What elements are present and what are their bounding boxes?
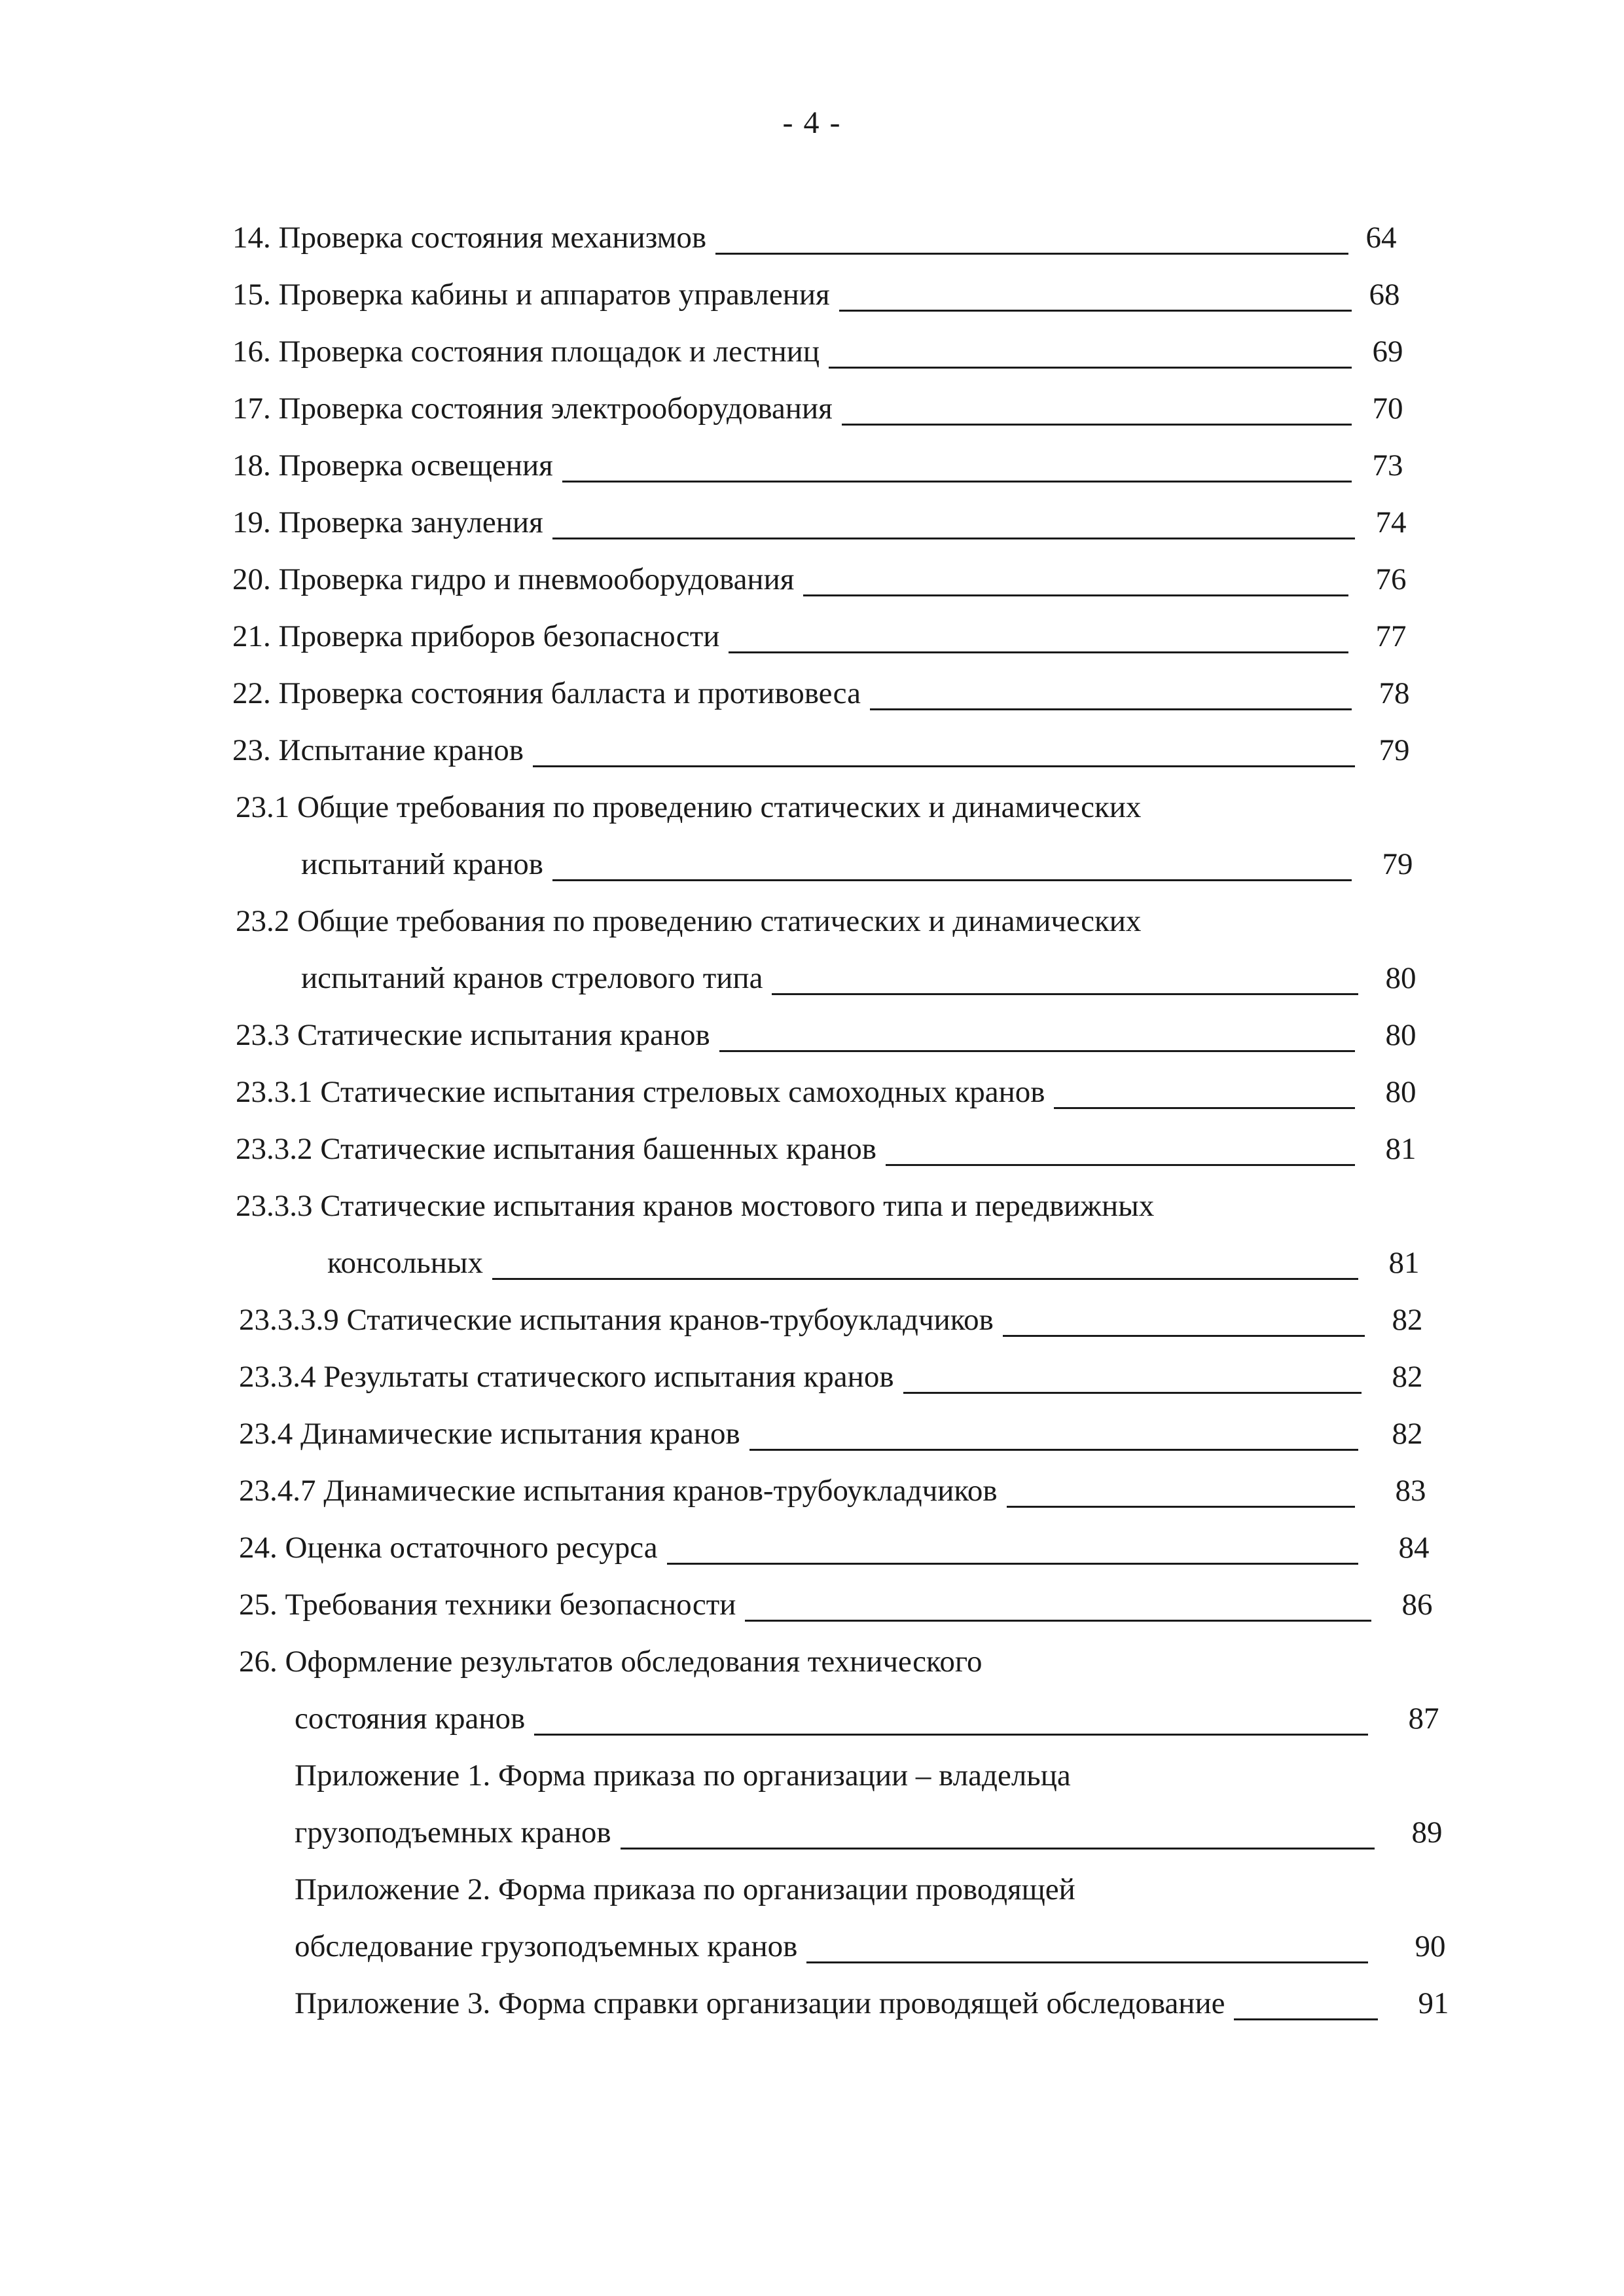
toc-entry-page: 90 [1415,1929,1446,1963]
toc-entry-title: грузоподъемных кранов [295,1815,611,1850]
toc-leader-line [552,879,1352,881]
toc-entry-title: 26. Оформление результатов обследования технического [239,1645,983,1679]
toc-entry [0,1747,1624,1804]
toc-leader-line [1054,1107,1355,1109]
toc-leader-line [492,1278,1358,1280]
toc-entry-title: Приложение 3. Форма справки организации проводящей обследование [295,1986,1225,2020]
toc-entry-title: 25. Требования техники безопасности [239,1588,736,1622]
toc-entry-title: 23.3.3 Статические испытания кранов мостового типа и передвижных [236,1189,1155,1223]
toc-entry [0,323,1624,380]
toc-entry-title: 17. Проверка состояния электрооборудования [232,392,833,426]
toc-leader-line [803,594,1348,596]
toc-entry [0,722,1624,779]
toc-entry [0,1918,1624,1975]
toc-entry-title: 23.4 Динамические испытания кранов [239,1417,740,1451]
toc-leader-line [533,765,1355,767]
toc-entry [0,1463,1624,1520]
toc-entry-title: 24. Оценка остаточного ресурса [239,1531,658,1565]
toc-entry-page: 86 [1401,1588,1433,1622]
toc-leader-line [621,1848,1375,1850]
toc-entry-title: 23.2 Общие требования по проведению статических и динамических [236,904,1142,938]
toc-entry [0,437,1624,494]
toc-entry [0,1178,1624,1235]
toc-entry [0,1975,1624,2032]
toc-entry [0,380,1624,437]
toc-entry-title: испытаний кранов стрелового типа [301,961,763,995]
toc-entry [0,608,1624,665]
toc-leader-line [903,1392,1362,1394]
toc-entry [0,1520,1624,1576]
toc-entry-title: 23. Испытание кранов [232,733,524,767]
toc-entry-title: 21. Проверка приборов безопасности [232,619,720,653]
toc-leader-line [729,651,1348,653]
toc-entry-page: 89 [1411,1815,1443,1850]
toc-entry-page: 83 [1395,1474,1426,1508]
toc-entry-page: 68 [1369,278,1400,312]
toc-entry [0,1804,1624,1861]
toc-leader-line [870,708,1352,710]
toc-entry-page: 79 [1382,847,1413,881]
toc-entry-page: 87 [1408,1702,1439,1736]
toc-entry-page: 80 [1385,961,1416,995]
toc-entry-page: 82 [1392,1303,1423,1337]
toc-leader-line [842,424,1352,426]
toc-entry [0,551,1624,608]
toc-leader-line [562,481,1352,483]
toc-leader-line [534,1734,1368,1736]
toc-entry [0,1633,1624,1690]
toc-leader-line [1234,2018,1378,2020]
toc-entry-page: 76 [1375,562,1407,596]
toc-entry-page: 84 [1398,1531,1430,1565]
toc-leader-line [829,367,1352,369]
toc-entry-page: 69 [1372,335,1403,369]
toc-entry-title: 23.3.2 Статические испытания башенных кранов [236,1132,876,1166]
toc-entry-title: 23.4.7 Динамические испытания кранов-трубоукладчиков [239,1474,998,1508]
toc-entry [0,1349,1624,1406]
toc-entry-title: 14. Проверка состояния механизмов [232,221,707,255]
toc-leader-line [1007,1506,1355,1508]
toc-entry [0,1861,1624,1918]
toc-entry-title: обследование грузоподъемных кранов [295,1929,798,1963]
toc-entry-page: 78 [1379,676,1410,710]
toc-entry-title: 19. Проверка зануления [232,505,543,539]
toc-entry [0,266,1624,323]
toc-entry-title: 16. Проверка состояния площадок и лестниц [232,335,820,369]
toc-entry [0,1292,1624,1349]
toc-entry-page: 64 [1365,221,1397,255]
page-number: - 4 - [782,105,842,140]
toc-entry-page: 82 [1392,1417,1423,1451]
toc-entry [0,1064,1624,1121]
toc-entry [0,836,1624,893]
toc-entry [0,1121,1624,1178]
toc-entry-page: 81 [1385,1132,1416,1166]
toc-entry-title: 23.1 Общие требования по проведению статических и динамических [236,790,1142,824]
toc-entry [0,1007,1624,1064]
toc-entry [0,950,1624,1007]
toc-leader-line [715,253,1348,255]
toc-entry-page: 80 [1385,1018,1416,1052]
toc-leader-line [667,1563,1358,1565]
toc-leader-line [1003,1335,1365,1337]
toc-entry-title: Приложение 2. Форма приказа по организации проводящей [295,1872,1075,1906]
toc-leader-line [719,1050,1355,1052]
toc-entry-page: 79 [1379,733,1410,767]
toc-entry [0,210,1624,266]
toc-entry-title: 23.3 Статические испытания кранов [236,1018,710,1052]
toc-entry-title: 23.3.3.9 Статические испытания кранов-трубоукладчиков [239,1303,994,1337]
toc-entry-title: состояния кранов [295,1702,526,1736]
toc-entry-title: 15. Проверка кабины и аппаратов управления [232,278,830,312]
toc-entry [0,1576,1624,1633]
toc-entry-page: 70 [1372,392,1403,426]
toc-leader-line [806,1961,1368,1963]
toc-entry [0,1235,1624,1292]
toc-entry [0,665,1624,722]
toc-entry-page: 77 [1375,619,1407,653]
toc-leader-line [839,310,1352,312]
toc-entry [0,1406,1624,1463]
toc-entry [0,893,1624,950]
toc-entry-page: 74 [1375,505,1407,539]
toc-entry-page: 73 [1372,448,1403,483]
toc-entry-page: 91 [1418,1986,1449,2020]
toc-entry [0,779,1624,836]
toc-leader-line [772,993,1358,995]
toc-leader-line [552,538,1355,539]
toc-entry [0,494,1624,551]
toc-entry-title: 23.3.4 Результаты статического испытания кранов [239,1360,894,1394]
toc-entry-title: 18. Проверка освещения [232,448,553,483]
toc-entry-page: 82 [1392,1360,1423,1394]
toc-entry-title: испытаний кранов [301,847,543,881]
toc-entry-title: консольных [327,1246,483,1280]
toc-entry-title: 20. Проверка гидро и пневмооборудования [232,562,795,596]
toc-entry [0,1690,1624,1747]
toc-leader-line [886,1164,1355,1166]
toc-entry-page: 80 [1385,1075,1416,1109]
toc-entry-title: Приложение 1. Форма приказа по организации – владельца [295,1758,1071,1793]
toc-leader-line [749,1449,1358,1451]
table-of-contents [0,210,1624,2032]
toc-entry-title: 23.3.1 Статические испытания стреловых самоходных кранов [236,1075,1045,1109]
toc-entry-title: 22. Проверка состояния балласта и противовеса [232,676,861,710]
toc-entry-page: 81 [1388,1246,1420,1280]
toc-leader-line [745,1620,1371,1622]
